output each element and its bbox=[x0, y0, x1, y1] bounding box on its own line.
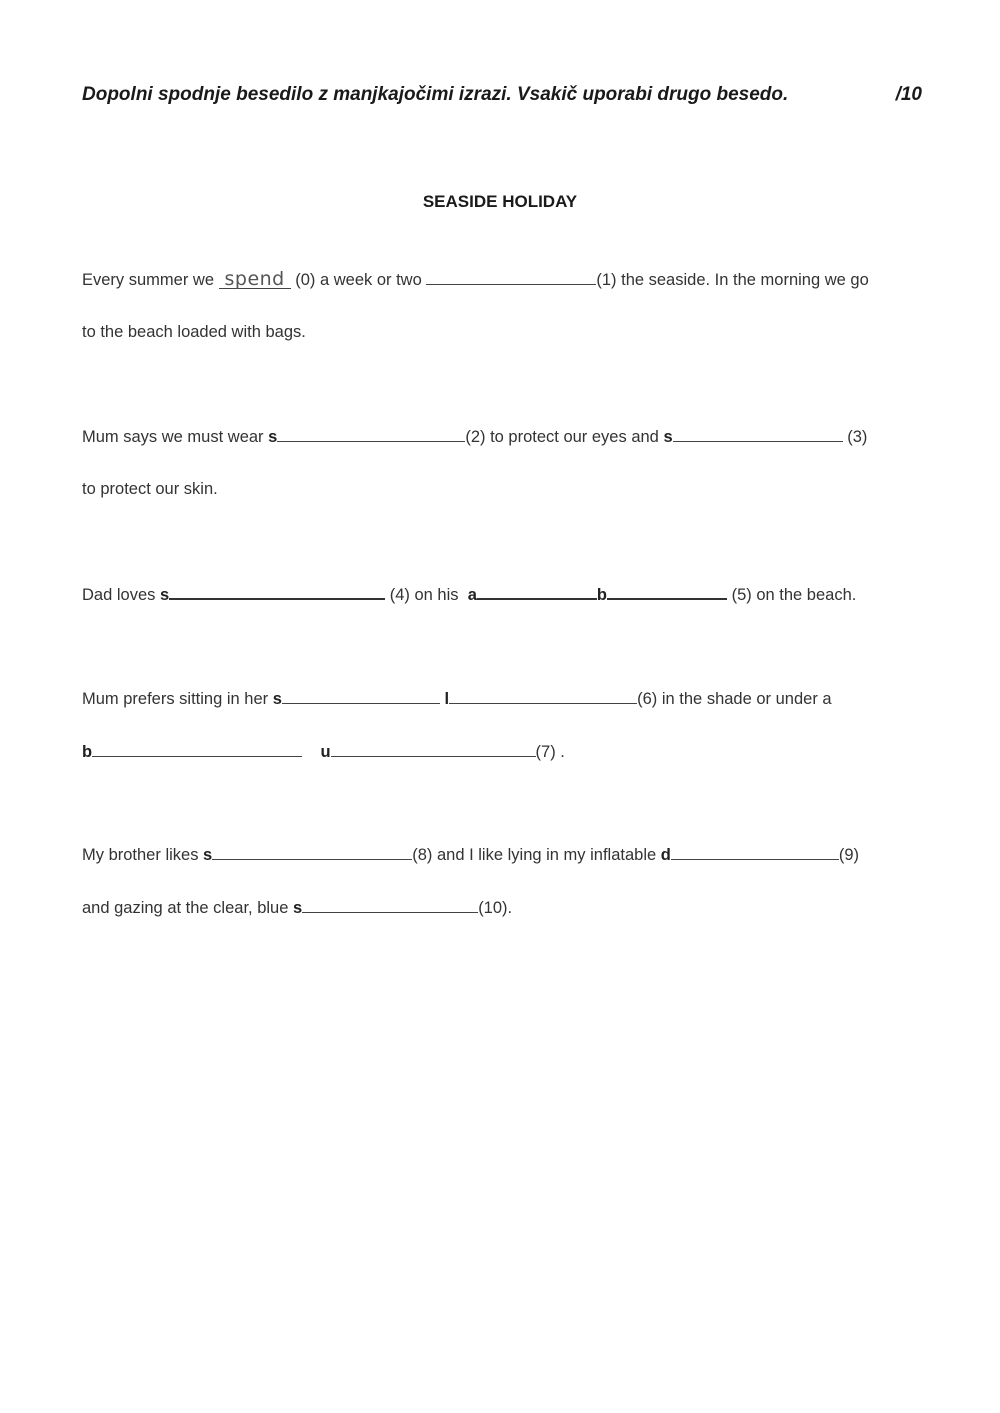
example-answer: spend bbox=[219, 270, 291, 289]
hint-letter: s bbox=[203, 846, 213, 864]
text-segment: Every summer we bbox=[82, 271, 215, 289]
hint-letter: b bbox=[82, 743, 93, 761]
text-segment: (0) a week or two bbox=[295, 271, 422, 289]
text-segment: Dad loves bbox=[82, 586, 156, 604]
text-segment: to protect our skin. bbox=[82, 480, 218, 498]
text-segment: (5) on the beach. bbox=[731, 586, 857, 604]
sentence-line-5 bbox=[82, 584, 856, 605]
blank-6b[interactable] bbox=[449, 689, 637, 704]
instruction bbox=[82, 84, 922, 106]
hint-letter: s bbox=[159, 586, 170, 604]
sentence-line-8 bbox=[82, 845, 859, 865]
hint-letter: l bbox=[444, 690, 450, 708]
hint-letter: u bbox=[320, 743, 331, 761]
page-title: SEASIDE HOLIDAY bbox=[422, 192, 578, 211]
blank-5a[interactable] bbox=[477, 584, 597, 600]
blank-5b[interactable] bbox=[607, 584, 727, 600]
blank-3[interactable] bbox=[673, 427, 843, 442]
blank-7b[interactable] bbox=[331, 742, 536, 757]
sentence-line-9 bbox=[82, 898, 512, 918]
hint-letter: s bbox=[293, 899, 303, 917]
text-segment: (10). bbox=[478, 899, 513, 917]
blank-6a[interactable] bbox=[282, 689, 440, 704]
text-segment: (1) the seaside. In the morning we go bbox=[596, 271, 869, 289]
text-segment: (9) bbox=[838, 846, 860, 864]
text-segment: (7) . bbox=[535, 743, 565, 761]
text-segment: Mum prefers sitting in her bbox=[82, 690, 269, 708]
blank-9[interactable] bbox=[671, 845, 839, 860]
score-total: /10 bbox=[895, 84, 922, 105]
sentence-line-7 bbox=[82, 742, 565, 762]
text-segment: Mum says we must wear bbox=[82, 428, 264, 446]
instruction-text: Dopolni spodnje besedilo z manjkajočimi izrazi. Vsakič uporabi drugo besedo. bbox=[82, 84, 789, 105]
hint-letter: s bbox=[663, 428, 673, 446]
text-segment: (3) bbox=[847, 428, 868, 446]
hint-letter: d bbox=[660, 846, 671, 864]
sentence-line-3 bbox=[82, 427, 867, 447]
hint-letter: a bbox=[467, 586, 477, 604]
text-segment: and gazing at the clear, blue bbox=[82, 899, 289, 917]
blank-1[interactable] bbox=[426, 270, 596, 285]
sentence-line-6 bbox=[82, 689, 832, 709]
blank-8[interactable] bbox=[212, 845, 412, 860]
text-segment: (6) in the shade or under a bbox=[637, 690, 832, 708]
sentence-line-2 bbox=[82, 323, 306, 342]
text-segment: My brother likes bbox=[82, 846, 199, 864]
blank-2[interactable] bbox=[277, 427, 465, 442]
text-segment: (4) on his bbox=[389, 586, 459, 604]
text-segment: to the beach loaded with bags. bbox=[82, 323, 306, 341]
blank-7a[interactable] bbox=[92, 742, 302, 757]
blank-10[interactable] bbox=[302, 898, 478, 913]
blank-4[interactable] bbox=[169, 584, 385, 600]
hint-letter: s bbox=[268, 428, 278, 446]
sentence-line-1 bbox=[82, 270, 869, 290]
hint-letter: b bbox=[596, 586, 607, 604]
text-segment: (8) and I like lying in my inflatable bbox=[412, 846, 657, 864]
sentence-line-4 bbox=[82, 480, 218, 499]
hint-letter: s bbox=[272, 690, 282, 708]
text-segment: (2) to protect our eyes and bbox=[465, 428, 659, 446]
